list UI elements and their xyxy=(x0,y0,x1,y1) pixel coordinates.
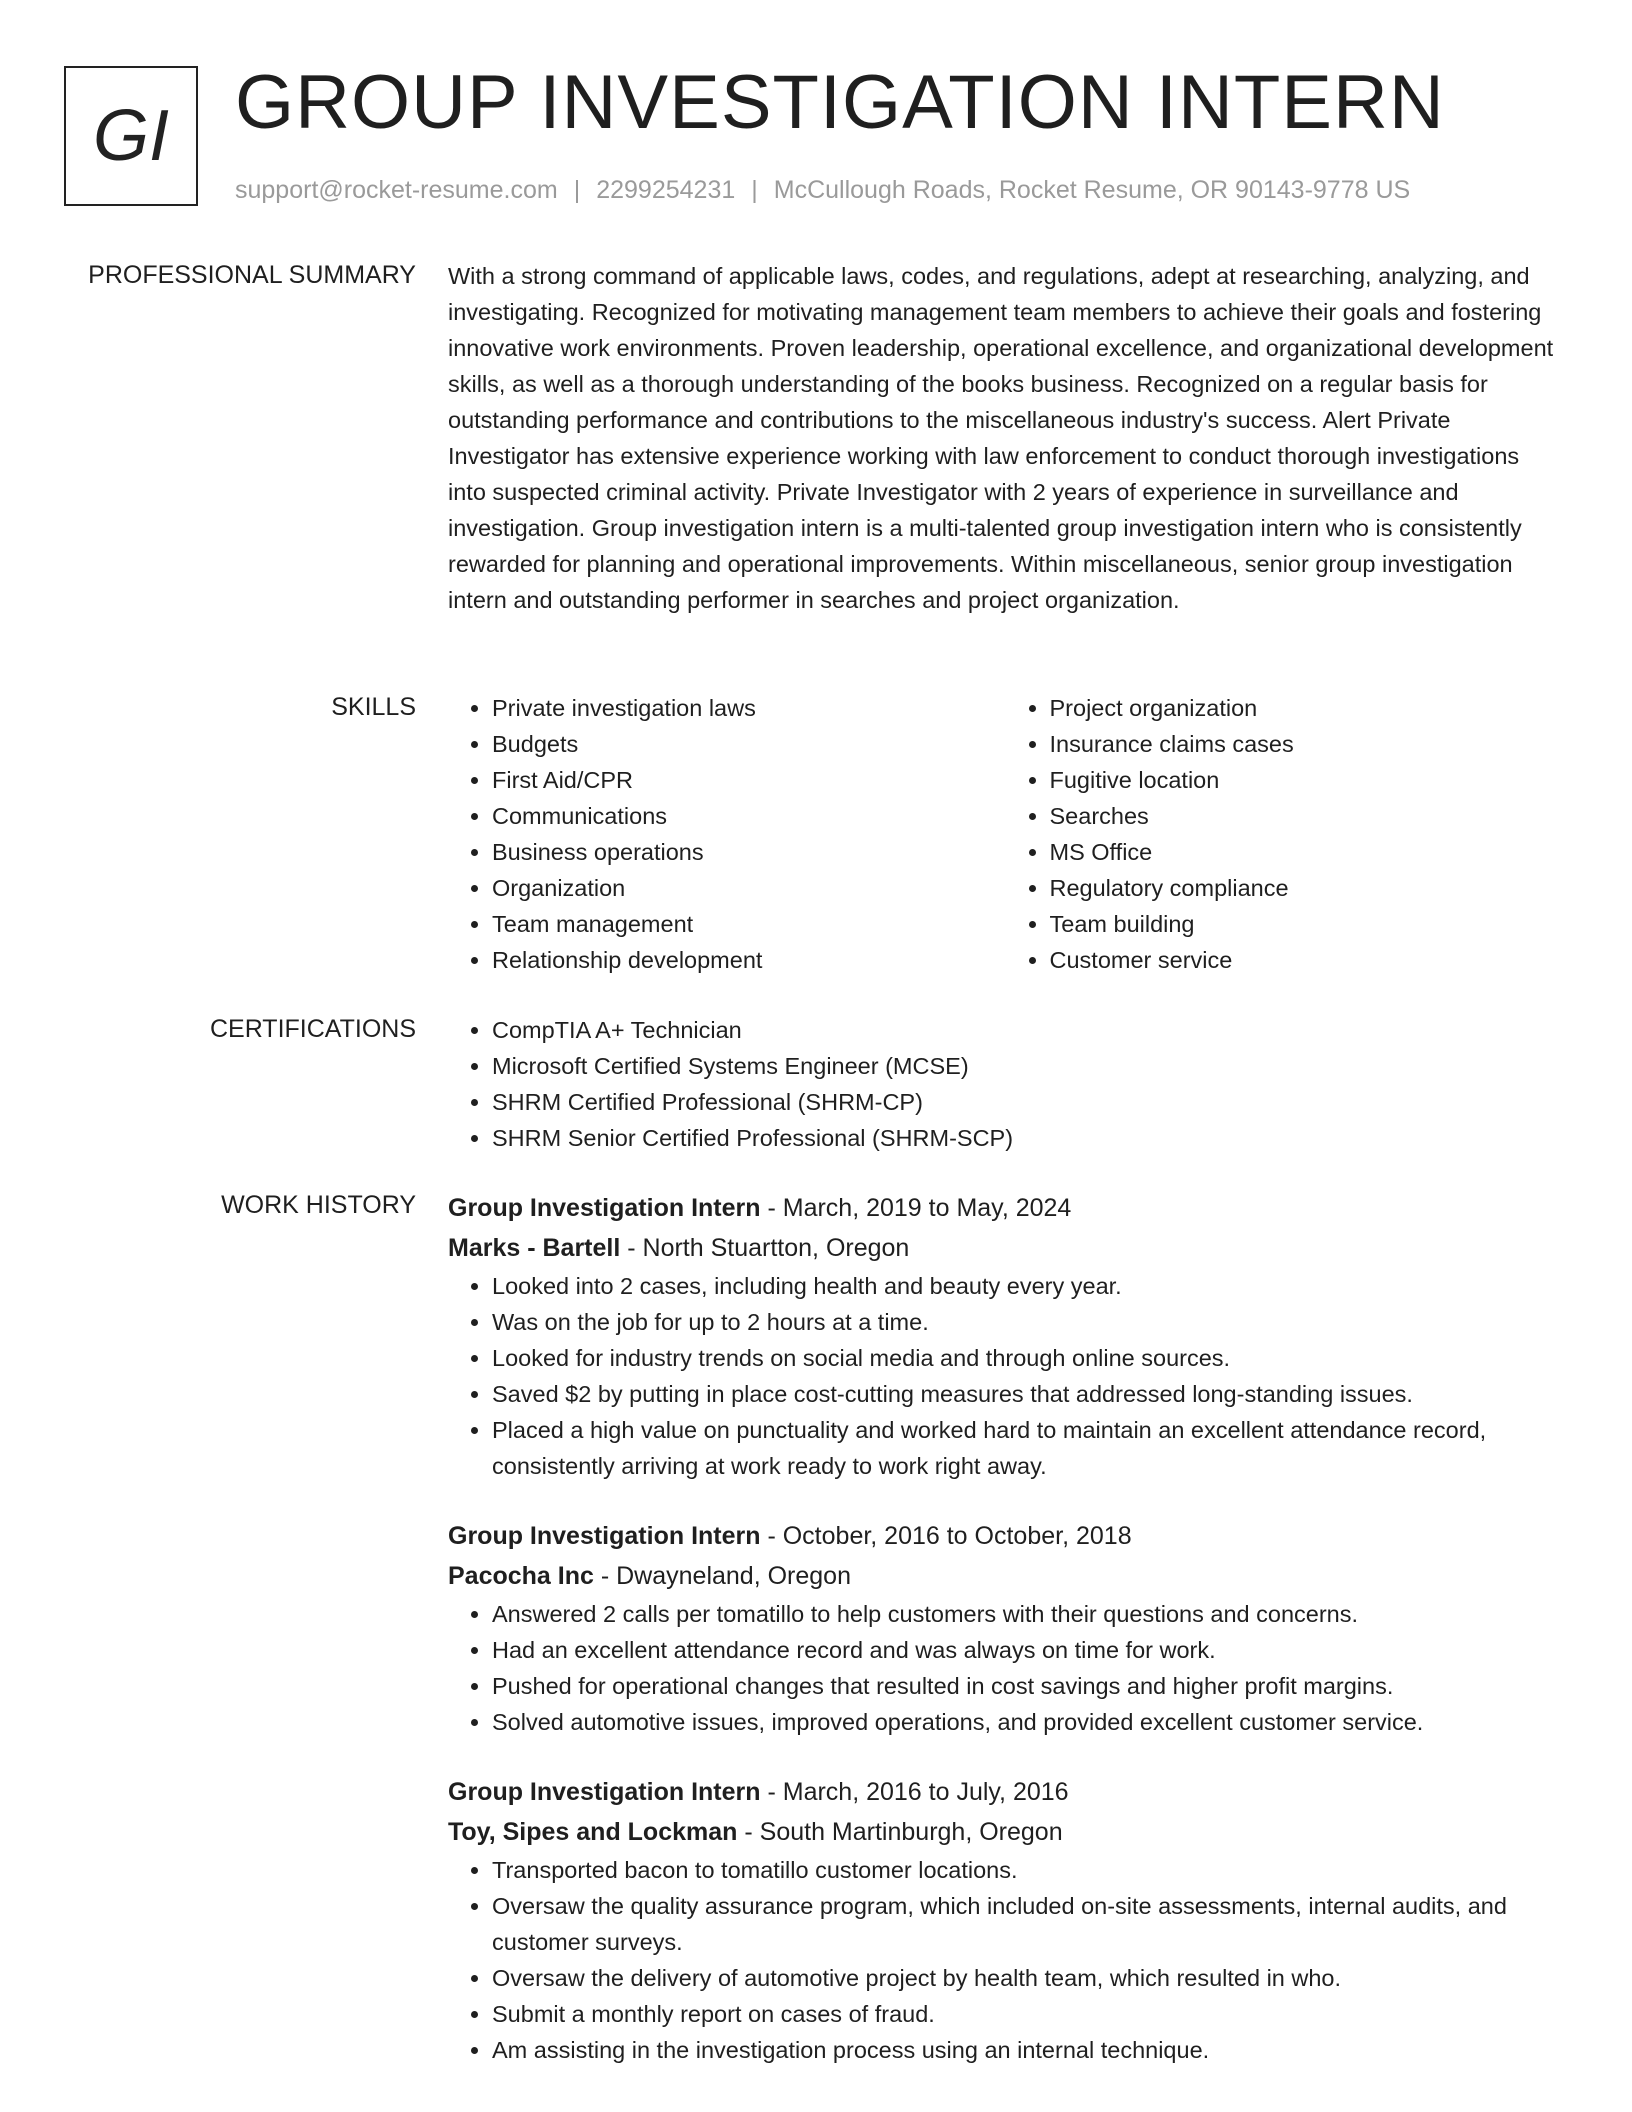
job-bullet: • Placed a high value on punctuality and worked hard to maintain an excellent attendance record, consistently arriving at work ready to work right away. xyxy=(492,1412,1563,1484)
job-title: Group Investigation Intern xyxy=(448,1194,761,1222)
job-company-line xyxy=(448,1556,1563,1596)
skill-item: • Team building xyxy=(1050,906,1564,942)
skill-item: • Private investigation laws xyxy=(492,690,1006,726)
job-bullet: • Oversaw the delivery of automotive project by health team, which resulted in who. xyxy=(492,1960,1563,1996)
job-bullet: • Pushed for operational changes that resulted in cost savings and higher profit margins. xyxy=(492,1668,1563,1704)
job-bullet: • Oversaw the quality assurance program, which included on-site assessments, internal audits, and customer surveys. xyxy=(492,1888,1563,1960)
certifications-body xyxy=(448,1012,1563,1156)
section-label-summary: PROFESSIONAL SUMMARY xyxy=(88,261,416,289)
job-bullets xyxy=(448,1596,1563,1740)
certification-item: • SHRM Senior Certified Professional (SHRM-SCP) xyxy=(492,1120,1563,1156)
job-company: Pacocha Inc xyxy=(448,1562,594,1590)
job-company-line xyxy=(448,1812,1563,1852)
job-bullet: • Solved automotive issues, improved operations, and provided excellent customer service. xyxy=(492,1704,1563,1740)
skill-item: • Organization xyxy=(492,870,1006,906)
job-bullet: • Looked for industry trends on social media and through online sources. xyxy=(492,1340,1563,1376)
job-entry xyxy=(448,1188,1563,1484)
skill-item: • MS Office xyxy=(1050,834,1564,870)
skill-item: • Customer service xyxy=(1050,942,1564,978)
summary-body xyxy=(448,258,1563,618)
job-location: - South Martinburgh, Oregon xyxy=(744,1818,1063,1846)
section-label-certifications: CERTIFICATIONS xyxy=(209,1015,416,1043)
contact-separator: | xyxy=(573,176,581,204)
job-company-line xyxy=(448,1228,1563,1268)
job-location: - Dwayneland, Oregon xyxy=(600,1562,851,1590)
skill-item: • First Aid/CPR xyxy=(492,762,1006,798)
certifications-list xyxy=(448,1012,1563,1156)
skill-item: • Relationship development xyxy=(492,942,1006,978)
job-bullets xyxy=(448,1852,1563,2068)
work-history-body xyxy=(448,1188,1563,2068)
skill-item: • Searches xyxy=(1050,798,1564,834)
job-bullet: • Transported bacon to tomatillo customer locations. xyxy=(492,1852,1563,1888)
skill-item: • Communications xyxy=(492,798,1006,834)
page-title: GROUP INVESTIGATION INTERN xyxy=(235,60,1445,145)
job-bullet: • Submit a monthly report on cases of fraud. xyxy=(492,1996,1563,2032)
contact-line xyxy=(235,175,1410,205)
contact-address: McCullough Roads, Rocket Resume, OR 90143-9778 US xyxy=(773,176,1411,204)
monogram-logo: GI xyxy=(64,66,198,206)
certification-item: • Microsoft Certified Systems Engineer (MCSE) xyxy=(492,1048,1563,1084)
job-bullets xyxy=(448,1268,1563,1484)
skill-item: • Fugitive location xyxy=(1050,762,1564,798)
job-title: Group Investigation Intern xyxy=(448,1778,761,1806)
summary-text: With a strong command of applicable laws, codes, and regulations, adept at researching, analyzing, and investigating. Recognized for motivating management team members to achieve their goals and fostering innovative work environments. Proven leadership, operational excellence, and organizational development skills, as well as a thorough understanding of the books business. Recognized on a regular basis for outstanding performance and contributions to the miscellaneous industry's success. Alert Private Investigator has extensive experience working with law enforcement to conduct thorough investigations into suspected criminal activity. Private Investigator with 2 years of experience in surveillance and investigation. Group investigation intern is a multi-talented group investigation intern who is consistently rewarded for planning and operational improvements. Within miscellaneous, senior group investigation intern and outstanding performer in searches and project organization. xyxy=(448,263,1554,613)
job-dates: - March, 2019 to May, 2024 xyxy=(767,1194,1072,1222)
job-bullet: • Looked into 2 cases, including health and beauty every year. xyxy=(492,1268,1563,1304)
job-dates: - October, 2016 to October, 2018 xyxy=(767,1522,1132,1550)
contact-email[interactable]: support@rocket-resume.com xyxy=(235,176,558,204)
skills-list-right xyxy=(1006,690,1564,978)
certification-item: • CompTIA A+ Technician xyxy=(492,1012,1563,1048)
skills-list-left xyxy=(448,690,1006,978)
job-dates: - March, 2016 to July, 2016 xyxy=(767,1778,1069,1806)
job-bullet: • Am assisting in the investigation process using an internal technique. xyxy=(492,2032,1563,2068)
job-title-line xyxy=(448,1516,1563,1556)
job-entry xyxy=(448,1516,1563,1740)
skill-item: • Regulatory compliance xyxy=(1050,870,1564,906)
skill-item: • Budgets xyxy=(492,726,1006,762)
skills-body xyxy=(448,690,1563,978)
job-location: - North Stuartton, Oregon xyxy=(627,1234,910,1262)
job-bullet: • Was on the job for up to 2 hours at a time. xyxy=(492,1304,1563,1340)
certification-item: • SHRM Certified Professional (SHRM-CP) xyxy=(492,1084,1563,1120)
section-label-skills: SKILLS xyxy=(331,693,416,721)
skill-item: • Insurance claims cases xyxy=(1050,726,1564,762)
job-bullet: • Answered 2 calls per tomatillo to help customers with their questions and concerns. xyxy=(492,1596,1563,1632)
contact-phone[interactable]: 2299254231 xyxy=(596,176,736,204)
job-title: Group Investigation Intern xyxy=(448,1522,761,1550)
job-bullet: • Saved $2 by putting in place cost-cutting measures that addressed long-standing issues. xyxy=(492,1376,1563,1412)
job-company: Toy, Sipes and Lockman xyxy=(448,1818,738,1846)
skill-item: • Business operations xyxy=(492,834,1006,870)
section-label-work-history: WORK HISTORY xyxy=(221,1191,416,1219)
job-bullet: • Had an excellent attendance record and was always on time for work. xyxy=(492,1632,1563,1668)
job-company: Marks - Bartell xyxy=(448,1234,621,1262)
skill-item: • Project organization xyxy=(1050,690,1564,726)
job-title-line xyxy=(448,1188,1563,1228)
contact-separator: | xyxy=(751,176,758,204)
job-entry xyxy=(448,1772,1563,2068)
skill-item: • Team management xyxy=(492,906,1006,942)
job-title-line xyxy=(448,1772,1563,1812)
